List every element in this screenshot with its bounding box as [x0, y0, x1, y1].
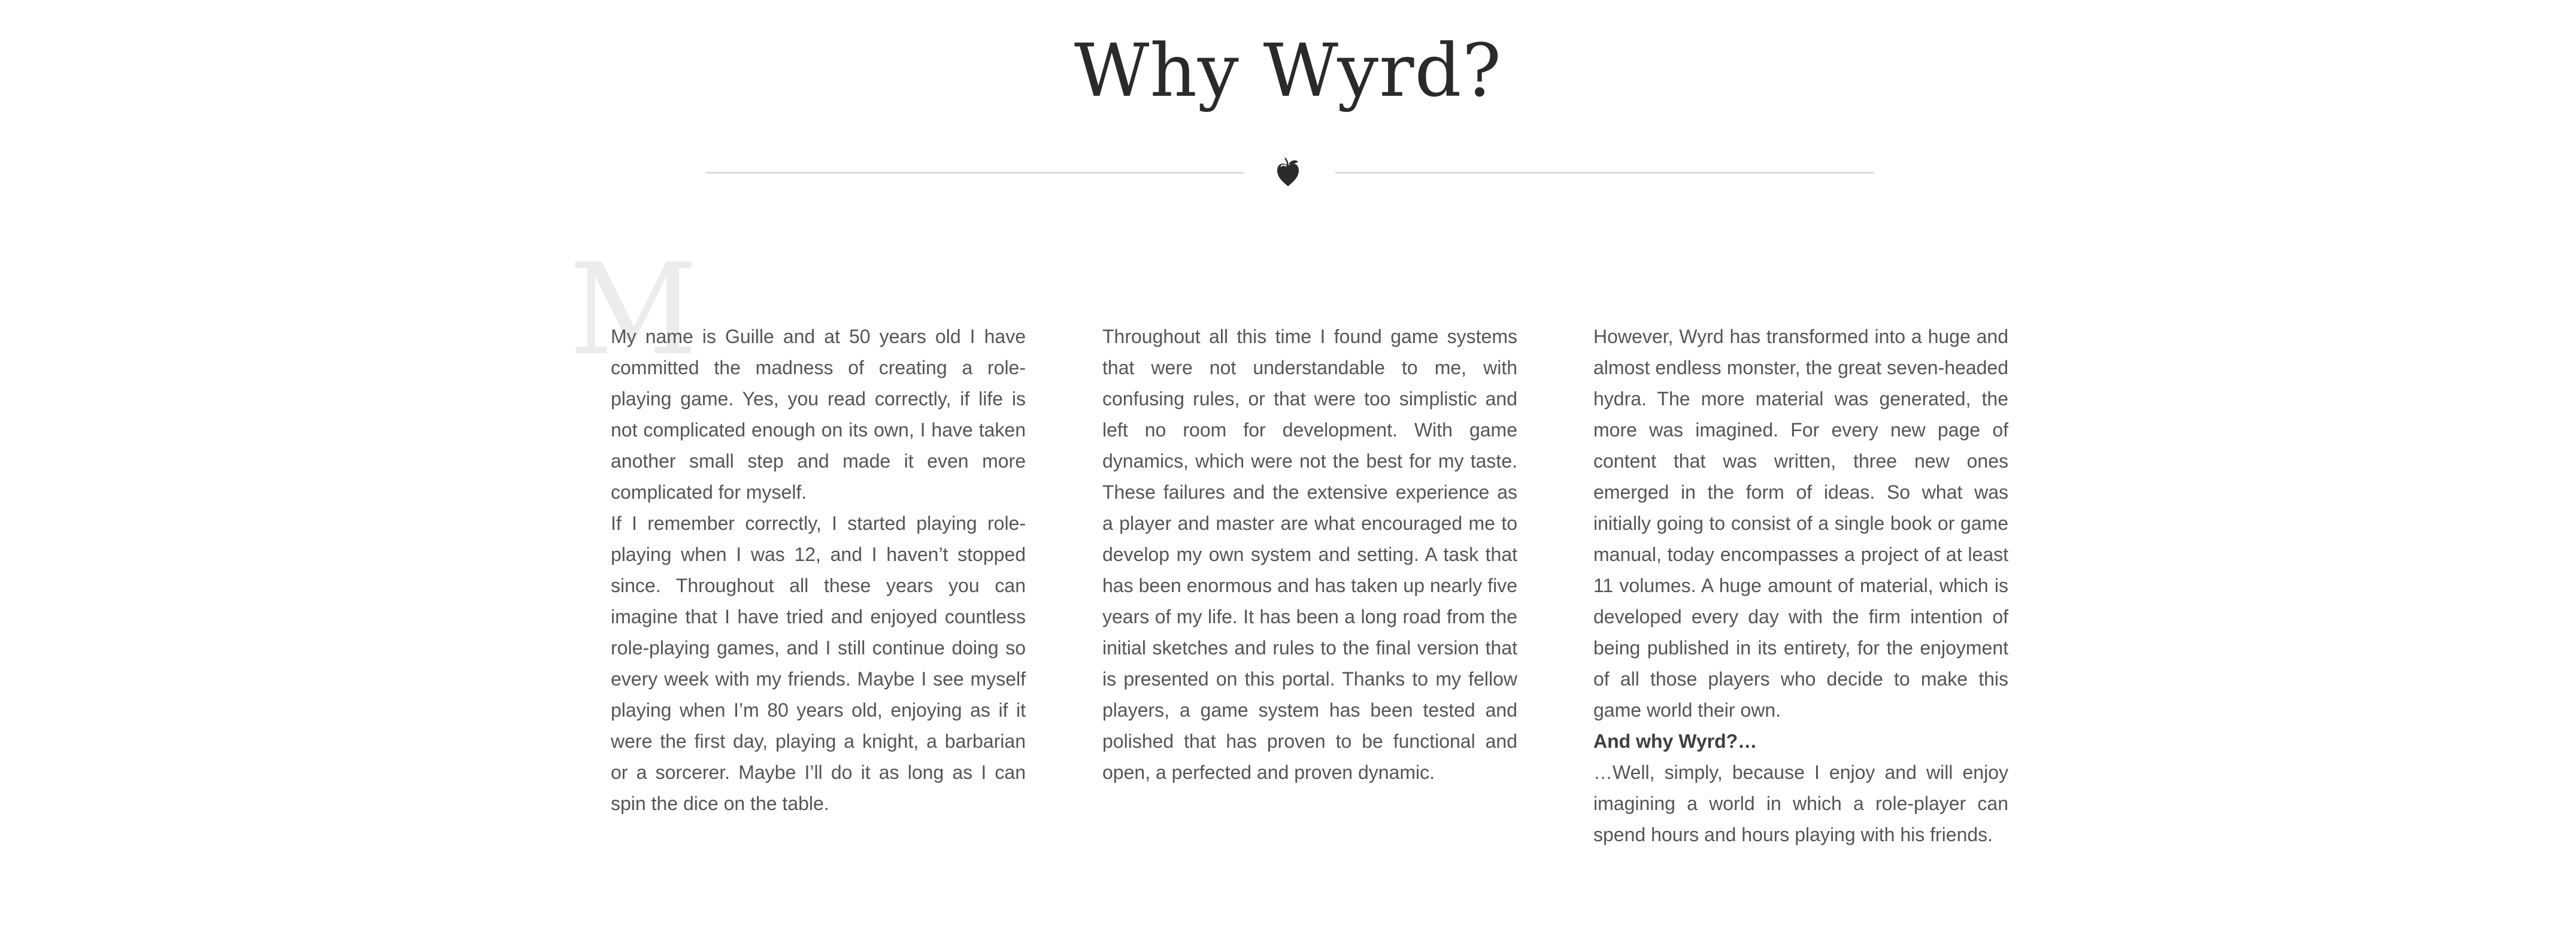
- paragraph: My name is Guille and at 50 years old I have committed the madness of creating a role-playing game. Yes, you read correctly, if life is not complicated enough on its own, I have taken another small step and made it even more complicated for myself.: [611, 326, 1026, 503]
- paragraph: However, Wyrd has transformed into a huge and almost endless monster, the great seven-headed hydra. The more material was generated, the more was imagined. For every new page of content that was written, three new ones emerged in the form of ideas. So what was initially going to consist of a single book or game manual, today encompasses a project of at least 11 volumes. A huge amount of material, which is developed every day with the firm intention of being published in its entirety, for the enjoyment of all those players who decide to make this game world their own.: [1593, 326, 2008, 721]
- drop-cap-letter: M: [569, 236, 698, 383]
- text-column-2: [1102, 321, 1517, 788]
- title-divider-left: [705, 172, 1244, 174]
- page-title: Why Wyrd?: [1074, 28, 1502, 113]
- text-column-3: [1593, 321, 2008, 850]
- title-divider-right: [1335, 172, 1874, 174]
- paragraph: If I remember correctly, I started playing role-playing when I was 12, and I haven’t stopped since. Throughout all these years you can imagine that I have tried and enjoyed countless role-playing games, and I still continue doing so every week with my friends. Maybe I see myself playing when I’m 80 years old, enjoying as if it were the first day, playing a knight, a barbarian or a sorcerer. Maybe I’ll do it as long as I can spin the dice on the table.: [611, 512, 1026, 814]
- text-column-1: [611, 321, 1026, 819]
- why-wyrd-subheading: And why Wyrd?…: [1593, 730, 1757, 752]
- paragraph: Throughout all this time I found game systems that were not understandable to me, with confusing rules, or that were too simplistic and left no room for development. With game dynamics, which were not the best for my taste. These failures and the extensive experience as a player and master are what encouraged me to develop my own system and setting. A task that has been enormous and has taken up nearly five years of my life. It has been a long road from the initial sketches and rules to the final version that is presented on this portal. Thanks to my fellow players, a game system has been tested and polished that has proven to be functional and open, a perfected and proven dynamic.: [1102, 326, 1517, 783]
- apple-heart-ornament-icon: [1274, 157, 1302, 188]
- closing-paragraph: …Well, simply, because I enjoy and will enjoy imagining a world in which a role-player can spend hours and hours playing with his friends.: [1593, 762, 2008, 845]
